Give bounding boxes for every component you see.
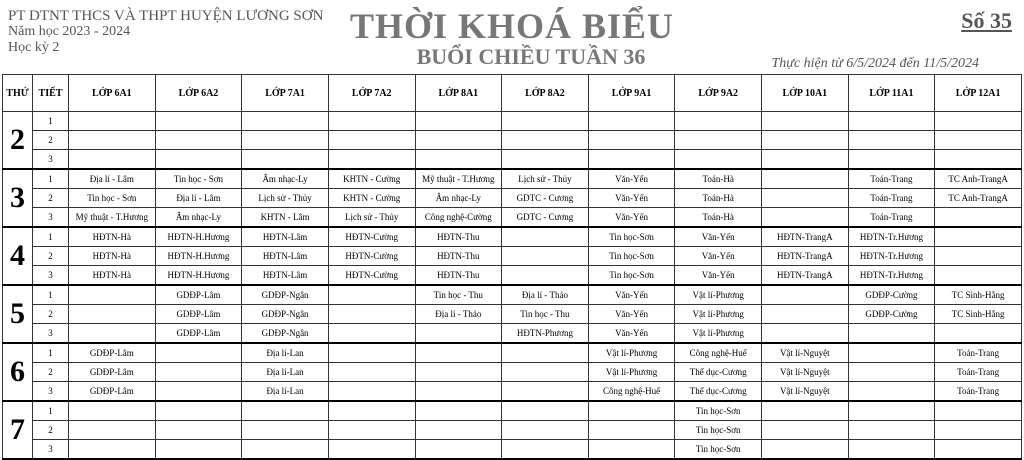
- lesson-cell: [935, 131, 1022, 150]
- lesson-cell: HĐTN-Lâm: [242, 247, 329, 266]
- lesson-cell: [328, 421, 415, 440]
- lesson-cell: [502, 112, 589, 131]
- col-header-class: LỚP 11A1: [848, 75, 935, 112]
- table-row: [3, 401, 1022, 421]
- lesson-cell: Công nghệ-Huế: [675, 343, 762, 363]
- lesson-cell: [762, 421, 849, 440]
- lesson-cell: [242, 131, 329, 150]
- lesson-cell: Vật lí-Nguyệt: [762, 382, 849, 402]
- col-header-class: LỚP 6A1: [69, 75, 156, 112]
- col-header-class: LỚP 8A1: [415, 75, 502, 112]
- lesson-cell: [155, 363, 242, 382]
- table-row: [3, 382, 1022, 402]
- lesson-cell: KHTN - Cường: [328, 169, 415, 189]
- lesson-cell: HĐTN-Cường: [328, 227, 415, 247]
- lesson-cell: [935, 227, 1022, 247]
- lesson-cell: [588, 112, 675, 131]
- lesson-cell: Lịch sử - Thủy: [502, 169, 589, 189]
- lesson-cell: Văn-Yến: [588, 169, 675, 189]
- day-label: 5: [3, 285, 33, 343]
- lesson-cell: Tin học - Sơn: [155, 169, 242, 189]
- lesson-cell: [415, 363, 502, 382]
- lesson-cell: [588, 150, 675, 170]
- lesson-cell: [242, 150, 329, 170]
- lesson-cell: [415, 343, 502, 363]
- lesson-cell: GDĐP-Lâm: [155, 305, 242, 324]
- lesson-cell: [155, 150, 242, 170]
- lesson-cell: GDĐP-Ngân: [242, 324, 329, 344]
- lesson-cell: GDĐP-Cường: [848, 305, 935, 324]
- table-row: [3, 131, 1022, 150]
- lesson-cell: [328, 401, 415, 421]
- lesson-cell: KHTN - Lâm: [242, 208, 329, 228]
- school-year: Năm học 2023 - 2024: [8, 24, 131, 39]
- lesson-cell: Văn-Yến: [588, 208, 675, 228]
- lesson-cell: [155, 343, 242, 363]
- lesson-cell: HĐTN-Hà: [69, 266, 156, 286]
- lesson-cell: GDĐP-Lâm: [155, 324, 242, 344]
- effective-period: Thực hiện từ 6/5/2024 đến 11/5/2024: [771, 56, 979, 71]
- lesson-cell: HĐTN-Cường: [328, 247, 415, 266]
- lesson-cell: [415, 324, 502, 344]
- col-header-tiet: TIẾT: [33, 75, 69, 112]
- lesson-cell: Âm nhạc-Ly: [415, 189, 502, 208]
- lesson-cell: Tin học-Sơn: [675, 401, 762, 421]
- lesson-cell: HĐTN-Tr.Hương: [848, 266, 935, 286]
- lesson-cell: [675, 112, 762, 131]
- lesson-cell: [848, 131, 935, 150]
- table-row: [3, 324, 1022, 344]
- lesson-cell: Toán-Trang: [848, 169, 935, 189]
- lesson-cell: [502, 440, 589, 460]
- lesson-cell: [328, 305, 415, 324]
- lesson-cell: [328, 440, 415, 460]
- col-header-class: LỚP 9A2: [675, 75, 762, 112]
- page-subtitle: BUỔI CHIỀU TUẦN 36: [416, 44, 646, 69]
- lesson-cell: [848, 382, 935, 402]
- lesson-cell: GDĐP-Lâm: [69, 382, 156, 402]
- lesson-cell: Vật lí-Phương: [675, 324, 762, 344]
- lesson-cell: [848, 440, 935, 460]
- day-label: 6: [3, 343, 33, 401]
- lesson-cell: HĐTN-TrangA: [762, 227, 849, 247]
- lesson-cell: Toán-Trang: [935, 363, 1022, 382]
- timetable: [2, 74, 1022, 460]
- period-number: 3: [33, 208, 69, 228]
- lesson-cell: [935, 208, 1022, 228]
- lesson-cell: Địa lí-Lan: [242, 382, 329, 402]
- lesson-cell: Vật lí-Phương: [675, 285, 762, 305]
- lesson-cell: HĐTN-H.Hương: [155, 266, 242, 286]
- col-header-thu: THỨ: [3, 75, 33, 112]
- lesson-cell: [415, 421, 502, 440]
- lesson-cell: [935, 150, 1022, 170]
- lesson-cell: Lịch sử - Thủy: [242, 189, 329, 208]
- lesson-cell: [935, 440, 1022, 460]
- period-number: 3: [33, 440, 69, 460]
- lesson-cell: GDĐP-Lâm: [155, 285, 242, 305]
- lesson-cell: HĐTN-Tr.Hương: [848, 247, 935, 266]
- lesson-cell: GDĐP-Lâm: [69, 363, 156, 382]
- lesson-cell: [328, 324, 415, 344]
- lesson-cell: [762, 440, 849, 460]
- lesson-cell: [502, 227, 589, 247]
- lesson-cell: [69, 112, 156, 131]
- lesson-cell: [848, 150, 935, 170]
- lesson-cell: Tin học-Sơn: [675, 421, 762, 440]
- lesson-cell: [762, 324, 849, 344]
- lesson-cell: Văn-Yến: [675, 227, 762, 247]
- lesson-cell: [762, 208, 849, 228]
- lesson-cell: [155, 112, 242, 131]
- table-row: [3, 169, 1022, 189]
- lesson-cell: HĐTN-H.Hương: [155, 227, 242, 247]
- table-row: [3, 189, 1022, 208]
- lesson-cell: Toán-Hà: [675, 208, 762, 228]
- lesson-cell: [762, 401, 849, 421]
- lesson-cell: [69, 131, 156, 150]
- lesson-cell: GDTC - Cương: [502, 208, 589, 228]
- day-label: 7: [3, 401, 33, 459]
- lesson-cell: Tin học-Sơn: [588, 266, 675, 286]
- lesson-cell: [415, 112, 502, 131]
- lesson-cell: Văn-Yến: [588, 189, 675, 208]
- table-row: [3, 343, 1022, 363]
- period-number: 1: [33, 112, 69, 131]
- lesson-cell: Vật lí-Phương: [675, 305, 762, 324]
- period-number: 2: [33, 363, 69, 382]
- lesson-cell: HĐTN-Thu: [415, 266, 502, 286]
- lesson-cell: [69, 324, 156, 344]
- lesson-cell: [69, 150, 156, 170]
- lesson-cell: [242, 401, 329, 421]
- lesson-cell: [848, 363, 935, 382]
- lesson-cell: [762, 169, 849, 189]
- lesson-cell: [328, 285, 415, 305]
- lesson-cell: Tin học - Thu: [502, 305, 589, 324]
- lesson-cell: TC Sinh-Hằng: [935, 285, 1022, 305]
- lesson-cell: [675, 150, 762, 170]
- lesson-cell: [588, 421, 675, 440]
- col-header-class: LỚP 12A1: [935, 75, 1022, 112]
- col-header-class: LỚP 7A1: [242, 75, 329, 112]
- period-number: 2: [33, 131, 69, 150]
- table-row: [3, 363, 1022, 382]
- lesson-cell: [848, 343, 935, 363]
- lesson-cell: Mỹ thuật - T.Hương: [69, 208, 156, 228]
- lesson-cell: Địa lí - Lâm: [155, 189, 242, 208]
- lesson-cell: GDĐP-Ngân: [242, 305, 329, 324]
- lesson-cell: [935, 266, 1022, 286]
- lesson-cell: Công nghệ-Huế: [588, 382, 675, 402]
- lesson-cell: Lịch sử - Thủy: [328, 208, 415, 228]
- lesson-cell: [69, 440, 156, 460]
- lesson-cell: [69, 421, 156, 440]
- lesson-cell: Địa lí - Thảo: [502, 285, 589, 305]
- lesson-cell: [588, 440, 675, 460]
- lesson-cell: Vật lí-Phương: [588, 363, 675, 382]
- lesson-cell: [502, 343, 589, 363]
- lesson-cell: [762, 131, 849, 150]
- lesson-cell: [935, 421, 1022, 440]
- lesson-cell: Âm nhạc-Ly: [242, 169, 329, 189]
- lesson-cell: Công nghệ-Cường: [415, 208, 502, 228]
- lesson-cell: Văn-Yến: [588, 324, 675, 344]
- period-number: 2: [33, 421, 69, 440]
- lesson-cell: [935, 401, 1022, 421]
- lesson-cell: [69, 305, 156, 324]
- lesson-cell: [502, 401, 589, 421]
- period-number: 3: [33, 150, 69, 170]
- lesson-cell: [848, 401, 935, 421]
- lesson-cell: [502, 150, 589, 170]
- col-header-class: LỚP 8A2: [502, 75, 589, 112]
- day-label: 4: [3, 227, 33, 285]
- table-row: [3, 305, 1022, 324]
- lesson-cell: HĐTN-TrangA: [762, 266, 849, 286]
- lesson-cell: [762, 189, 849, 208]
- lesson-cell: HĐTN-Cường: [328, 266, 415, 286]
- col-header-class: LỚP 6A2: [155, 75, 242, 112]
- lesson-cell: Toán-Trang: [935, 343, 1022, 363]
- col-header-class: LỚP 7A2: [328, 75, 415, 112]
- table-row: [3, 112, 1022, 131]
- lesson-cell: [762, 305, 849, 324]
- lesson-cell: [848, 324, 935, 344]
- period-number: 1: [33, 285, 69, 305]
- lesson-cell: [155, 440, 242, 460]
- lesson-cell: HĐTN-Hà: [69, 247, 156, 266]
- lesson-cell: [502, 247, 589, 266]
- lesson-cell: [762, 112, 849, 131]
- table-row: [3, 421, 1022, 440]
- period-number: 2: [33, 305, 69, 324]
- lesson-cell: [935, 112, 1022, 131]
- lesson-cell: [155, 382, 242, 402]
- lesson-cell: Âm nhạc-Ly: [155, 208, 242, 228]
- lesson-cell: Tin học-Sơn: [588, 247, 675, 266]
- lesson-cell: Văn-Yến: [675, 266, 762, 286]
- lesson-cell: [328, 343, 415, 363]
- period-number: 3: [33, 382, 69, 402]
- lesson-cell: Vật lí-Nguyệt: [762, 343, 849, 363]
- lesson-cell: [415, 401, 502, 421]
- lesson-cell: GDTC - Cương: [502, 189, 589, 208]
- lesson-cell: HĐTN-Tr.Hương: [848, 227, 935, 247]
- lesson-cell: Địa lí-Lan: [242, 363, 329, 382]
- lesson-cell: HĐTN-Lâm: [242, 266, 329, 286]
- lesson-cell: TC Anh-TrangA: [935, 189, 1022, 208]
- lesson-cell: [328, 363, 415, 382]
- lesson-cell: HĐTN-Phương: [502, 324, 589, 344]
- lesson-cell: [415, 150, 502, 170]
- lesson-cell: [588, 401, 675, 421]
- lesson-cell: [242, 440, 329, 460]
- lesson-cell: [588, 131, 675, 150]
- lesson-cell: [328, 131, 415, 150]
- lesson-cell: Văn-Yến: [675, 247, 762, 266]
- period-number: 3: [33, 324, 69, 344]
- lesson-cell: Toán-Hà: [675, 189, 762, 208]
- day-label: 3: [3, 169, 33, 227]
- lesson-cell: HĐTN-Lâm: [242, 227, 329, 247]
- period-number: 1: [33, 401, 69, 421]
- lesson-cell: Toán-Trang: [935, 382, 1022, 402]
- table-row: [3, 266, 1022, 286]
- lesson-cell: Thể dục-Cương: [675, 363, 762, 382]
- lesson-cell: [935, 247, 1022, 266]
- lesson-cell: Vật lí-Nguyệt: [762, 363, 849, 382]
- lesson-cell: Toán-Trang: [848, 189, 935, 208]
- lesson-cell: [502, 421, 589, 440]
- lesson-cell: Toán-Hà: [675, 169, 762, 189]
- lesson-cell: [415, 131, 502, 150]
- lesson-cell: Mỹ thuật - T.Hương: [415, 169, 502, 189]
- header-row: [3, 75, 1022, 112]
- lesson-cell: TC Anh-TrangA: [935, 169, 1022, 189]
- col-header-class: LỚP 10A1: [762, 75, 849, 112]
- lesson-cell: Văn-Yến: [588, 285, 675, 305]
- lesson-cell: HĐTN-Thu: [415, 227, 502, 247]
- lesson-cell: [328, 382, 415, 402]
- lesson-cell: [502, 363, 589, 382]
- col-header-class: LỚP 9A1: [588, 75, 675, 112]
- lesson-cell: [242, 112, 329, 131]
- table-row: [3, 208, 1022, 228]
- lesson-cell: HĐTN-H.Hương: [155, 247, 242, 266]
- document-number: Số 35: [961, 8, 1012, 33]
- table-row: [3, 440, 1022, 460]
- lesson-cell: [155, 131, 242, 150]
- lesson-cell: [502, 131, 589, 150]
- page-title: THỜI KHOÁ BIỂU: [349, 6, 675, 46]
- lesson-cell: Tin học - Thu: [415, 285, 502, 305]
- lesson-cell: [69, 285, 156, 305]
- lesson-cell: Toán-Trang: [848, 208, 935, 228]
- lesson-cell: HĐTN-TrangA: [762, 247, 849, 266]
- lesson-cell: Vật lí-Phương: [588, 343, 675, 363]
- semester: Học kỳ 2: [8, 40, 60, 55]
- lesson-cell: Địa lí-Lan: [242, 343, 329, 363]
- lesson-cell: [328, 150, 415, 170]
- table-row: [3, 285, 1022, 305]
- lesson-cell: [155, 401, 242, 421]
- lesson-cell: GDĐP-Ngân: [242, 285, 329, 305]
- lesson-cell: [675, 131, 762, 150]
- lesson-cell: Tin học-Sơn: [675, 440, 762, 460]
- lesson-cell: TC Sinh-Hằng: [935, 305, 1022, 324]
- day-label: 2: [3, 112, 33, 170]
- table-row: [3, 150, 1022, 170]
- timetable-body: [3, 112, 1022, 460]
- lesson-cell: Địa lí - Lâm: [69, 169, 156, 189]
- lesson-cell: [502, 266, 589, 286]
- lesson-cell: KHTN - Cường: [328, 189, 415, 208]
- period-number: 2: [33, 247, 69, 266]
- lesson-cell: [69, 401, 156, 421]
- period-number: 1: [33, 343, 69, 363]
- lesson-cell: HĐTN-Hà: [69, 227, 156, 247]
- school-name: PT DTNT THCS VÀ THPT HUYỆN LƯƠNG SƠN: [8, 8, 324, 24]
- period-number: 1: [33, 169, 69, 189]
- period-number: 1: [33, 227, 69, 247]
- lesson-cell: [415, 440, 502, 460]
- period-number: 2: [33, 189, 69, 208]
- lesson-cell: [502, 382, 589, 402]
- lesson-cell: GDĐP-Cường: [848, 285, 935, 305]
- lesson-cell: [155, 421, 242, 440]
- table-row: [3, 247, 1022, 266]
- lesson-cell: [848, 421, 935, 440]
- lesson-cell: HĐTN-Thu: [415, 247, 502, 266]
- lesson-cell: Địa lí - Thảo: [415, 305, 502, 324]
- lesson-cell: Tin học-Sơn: [588, 227, 675, 247]
- lesson-cell: [242, 421, 329, 440]
- table-row: [3, 227, 1022, 247]
- period-number: 3: [33, 266, 69, 286]
- lesson-cell: GDĐP-Lâm: [69, 343, 156, 363]
- lesson-cell: [762, 150, 849, 170]
- lesson-cell: [848, 112, 935, 131]
- lesson-cell: [935, 324, 1022, 344]
- lesson-cell: [415, 382, 502, 402]
- lesson-cell: [762, 285, 849, 305]
- lesson-cell: Thể dục-Cương: [675, 382, 762, 402]
- lesson-cell: Tin học - Sơn: [69, 189, 156, 208]
- lesson-cell: [328, 112, 415, 131]
- lesson-cell: Văn-Yến: [588, 305, 675, 324]
